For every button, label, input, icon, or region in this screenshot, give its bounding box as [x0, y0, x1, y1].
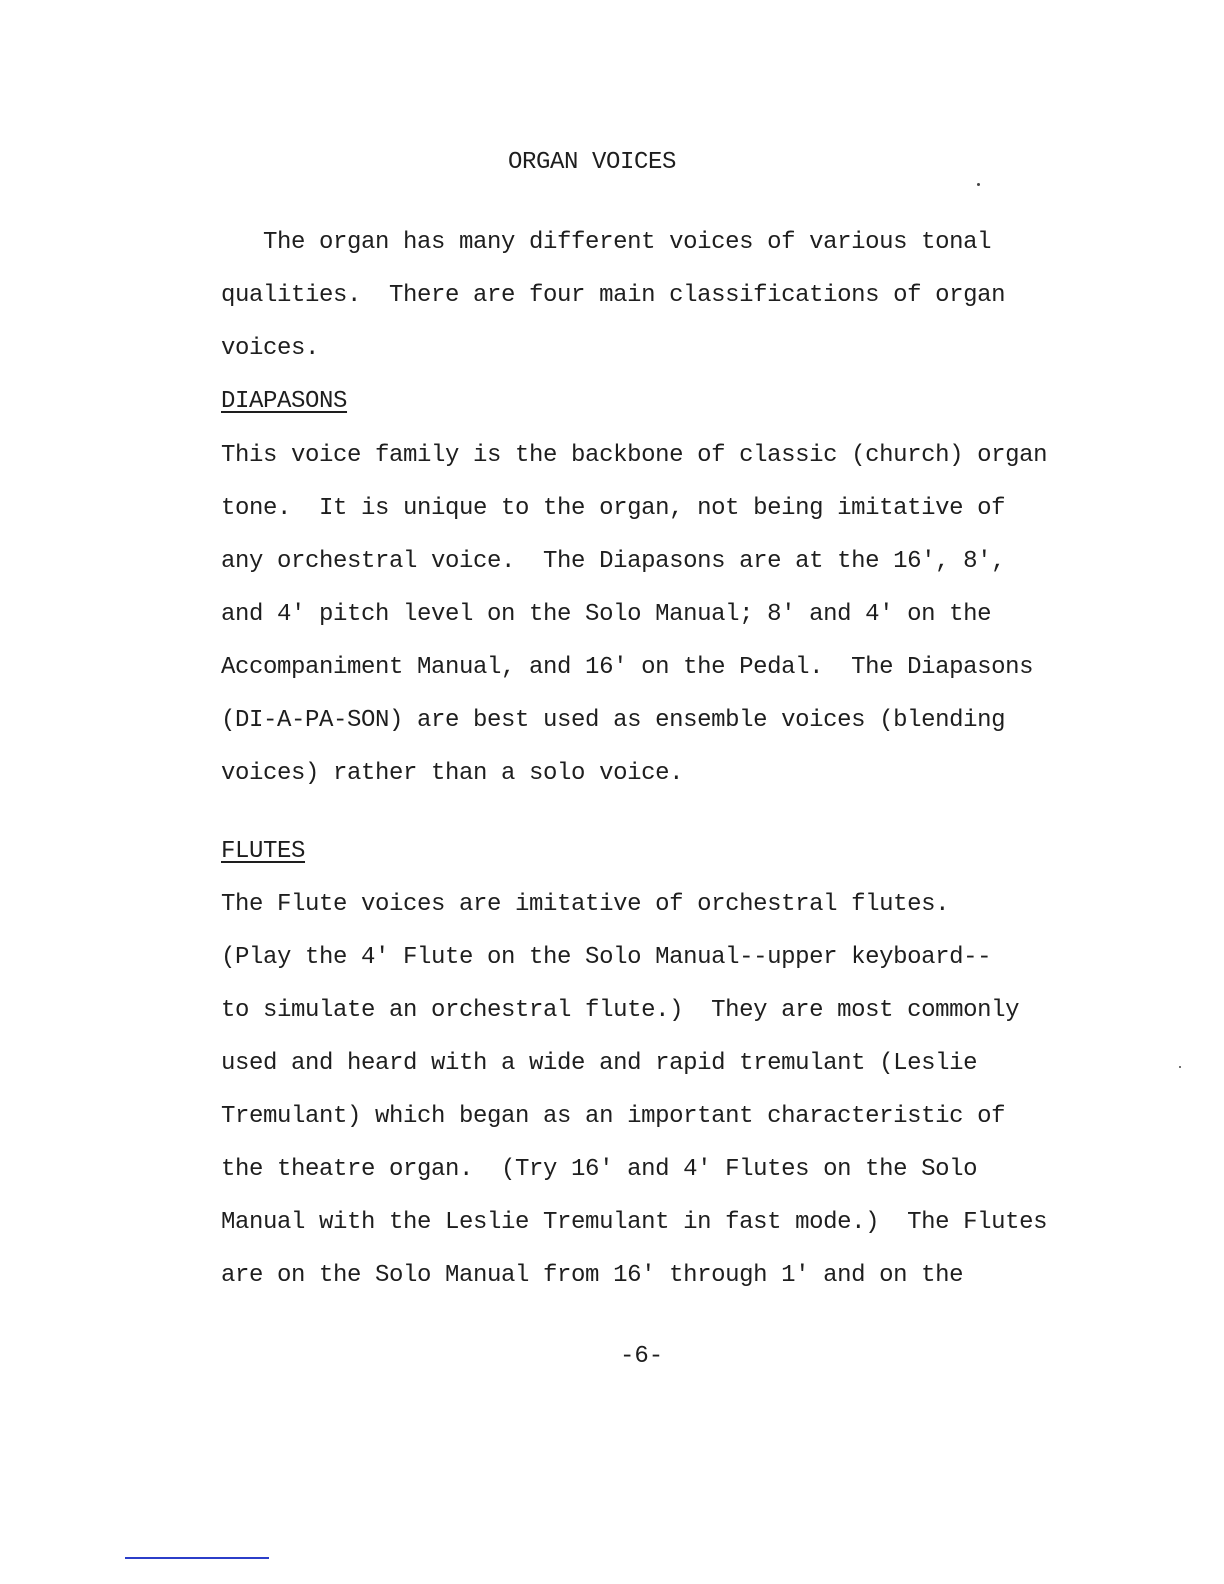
flutes-line-8: are on the Solo Manual from 16' through 1' and on the: [221, 1262, 964, 1289]
diapasons-line-3: any orchestral voice. The Diapasons are at the 16', 8',: [221, 548, 1006, 575]
diapasons-line-5: Accompaniment Manual, and 16' on the Pedal. The Diapasons: [221, 654, 1034, 681]
section-heading-diapasons: DIAPASONS: [221, 388, 348, 415]
flutes-line-6: the theatre organ. (Try 16' and 4' Flutes on the Solo: [221, 1156, 978, 1183]
page-title: ORGAN VOICES: [508, 149, 677, 176]
footnote-rule: [125, 1557, 269, 1559]
intro-line-1: The organ has many different voices of various tonal: [221, 229, 992, 256]
flutes-line-2: (Play the 4' Flute on the Solo Manual--upper keyboard--: [221, 944, 992, 971]
flutes-line-5: Tremulant) which began as an important characteristic of: [221, 1103, 1006, 1130]
flutes-line-7: Manual with the Leslie Tremulant in fast mode.) The Flutes: [221, 1209, 1048, 1236]
scan-speck: [1179, 1066, 1181, 1068]
diapasons-line-6: (DI-A-PA-SON) are best used as ensemble voices (blending: [221, 707, 1006, 734]
flutes-line-4: used and heard with a wide and rapid tremulant (Leslie: [221, 1050, 978, 1077]
scan-speck: [977, 183, 980, 186]
intro-line-3: voices.: [221, 335, 320, 362]
diapasons-line-2: tone. It is unique to the organ, not being imitative of: [221, 495, 1006, 522]
diapasons-line-1: This voice family is the backbone of classic (church) organ: [221, 442, 1048, 469]
section-heading-flutes: FLUTES: [221, 838, 306, 865]
page-number: -6-: [620, 1343, 664, 1370]
flutes-line-1: The Flute voices are imitative of orchestral flutes.: [221, 891, 950, 918]
flutes-line-3: to simulate an orchestral flute.) They are most commonly: [221, 997, 1020, 1024]
diapasons-line-4: and 4' pitch level on the Solo Manual; 8' and 4' on the: [221, 601, 992, 628]
diapasons-line-7: voices) rather than a solo voice.: [221, 760, 684, 787]
intro-line-2: qualities. There are four main classifications of organ: [221, 282, 1006, 309]
